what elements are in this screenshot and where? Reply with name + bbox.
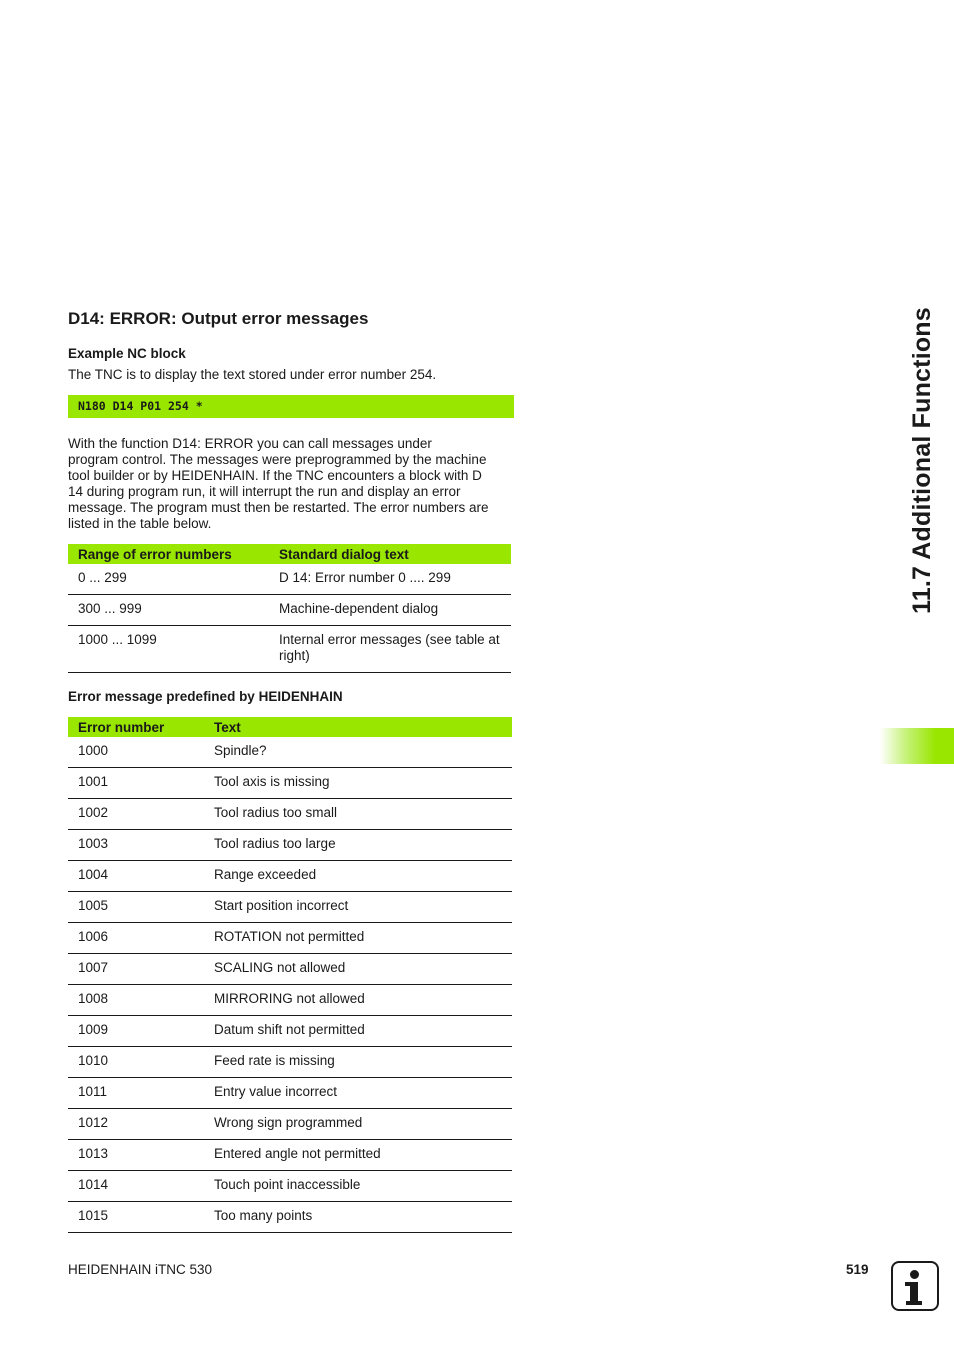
- predefined-error-table: [68, 717, 512, 1233]
- cell-text: Tool radius too large: [204, 830, 512, 861]
- nc-code-block: N180 D14 P01 254 *: [68, 395, 514, 418]
- table-row: [68, 737, 512, 768]
- page-number: 519: [846, 1262, 869, 1277]
- cell-number: 1014: [68, 1171, 204, 1202]
- body-line: With the function D14: ERROR you can call messages under: [68, 436, 432, 451]
- cell-number: 1005: [68, 892, 204, 923]
- range-table: [68, 544, 511, 673]
- column-header: Standard dialog text: [269, 544, 511, 564]
- table-row: [68, 595, 511, 626]
- table-row: [68, 1109, 512, 1140]
- cell-text: D 14: Error number 0 .... 299: [269, 564, 511, 595]
- table-row: [68, 1171, 512, 1202]
- predefined-heading: Error message predefined by HEIDENHAIN: [68, 689, 343, 704]
- info-icon: [891, 1261, 939, 1311]
- table-row: [68, 1078, 512, 1109]
- cell-number: 1011: [68, 1078, 204, 1109]
- cell-number: 1000 ... 1099: [68, 626, 269, 673]
- table-row: [68, 626, 511, 673]
- table-row: [68, 1202, 512, 1233]
- cell-text: Too many points: [204, 1202, 512, 1233]
- cell-number: 1001: [68, 768, 204, 799]
- section-heading: D14: ERROR: Output error messages: [68, 309, 369, 328]
- cell-number: 1013: [68, 1140, 204, 1171]
- cell-number: 1004: [68, 861, 204, 892]
- cell-number: 1009: [68, 1016, 204, 1047]
- table-row: [68, 985, 512, 1016]
- cell-number: 1007: [68, 954, 204, 985]
- cell-text: Machine-dependent dialog: [269, 595, 511, 626]
- cell-number: 1008: [68, 985, 204, 1016]
- cell-text: Tool radius too small: [204, 799, 512, 830]
- cell-text: Datum shift not permitted: [204, 1016, 512, 1047]
- chapter-title-text: 11.7 Additional Functions: [908, 307, 936, 614]
- body-line: tool builder or by HEIDENHAIN. If the TNC encounters a block with D: [68, 468, 482, 483]
- cell-number: 1010: [68, 1047, 204, 1078]
- cell-number: 0 ... 299: [68, 564, 269, 595]
- cell-text: Entry value incorrect: [204, 1078, 512, 1109]
- table-row: [68, 1047, 512, 1078]
- cell-text: SCALING not allowed: [204, 954, 512, 985]
- chapter-tab-marker: [880, 728, 954, 764]
- cell-text: MIRRORING not allowed: [204, 985, 512, 1016]
- cell-text: Wrong sign programmed: [204, 1109, 512, 1140]
- cell-number: 1012: [68, 1109, 204, 1140]
- footer-product: HEIDENHAIN iTNC 530: [68, 1262, 213, 1277]
- body-line: message. The program must then be restarted. The error numbers are: [68, 500, 489, 515]
- table-row: [68, 564, 511, 595]
- table-row: [68, 768, 512, 799]
- table-header-row: [68, 717, 512, 737]
- cell-number: 1006: [68, 923, 204, 954]
- cell-text: Touch point inaccessible: [204, 1171, 512, 1202]
- cell-text: Entered angle not permitted: [204, 1140, 512, 1171]
- body-line: 14 during program run, it will interrupt the run and display an error: [68, 484, 461, 499]
- body-line: listed in the table below.: [68, 516, 212, 531]
- cell-text: ROTATION not permitted: [204, 923, 512, 954]
- table-row: [68, 861, 512, 892]
- column-header: Range of error numbers: [68, 544, 269, 564]
- cell-text: Internal error messages (see table at right): [269, 626, 511, 673]
- example-heading: Example NC block: [68, 346, 186, 361]
- cell-text: Spindle?: [204, 737, 512, 768]
- table-row: [68, 954, 512, 985]
- table-row: [68, 799, 512, 830]
- example-intro: The TNC is to display the text stored under error number 254.: [68, 367, 437, 382]
- cell-number: 1002: [68, 799, 204, 830]
- cell-text: Start position incorrect: [204, 892, 512, 923]
- cell-text: Range exceeded: [204, 861, 512, 892]
- column-header: Text: [204, 717, 512, 737]
- table-row: [68, 1140, 512, 1171]
- cell-number: 300 ... 999: [68, 595, 269, 626]
- table-row: [68, 830, 512, 861]
- cell-number: 1015: [68, 1202, 204, 1233]
- table-row: [68, 1016, 512, 1047]
- cell-text: Feed rate is missing: [204, 1047, 512, 1078]
- table-header-row: [68, 544, 511, 564]
- body-line: program control. The messages were preprogrammed by the machine: [68, 452, 487, 467]
- cell-text: Tool axis is missing: [204, 768, 512, 799]
- body-paragraph: [68, 436, 518, 532]
- cell-number: 1000: [68, 737, 204, 768]
- cell-number: 1003: [68, 830, 204, 861]
- table-row: [68, 923, 512, 954]
- table-row: [68, 892, 512, 923]
- column-header: Error number: [68, 717, 204, 737]
